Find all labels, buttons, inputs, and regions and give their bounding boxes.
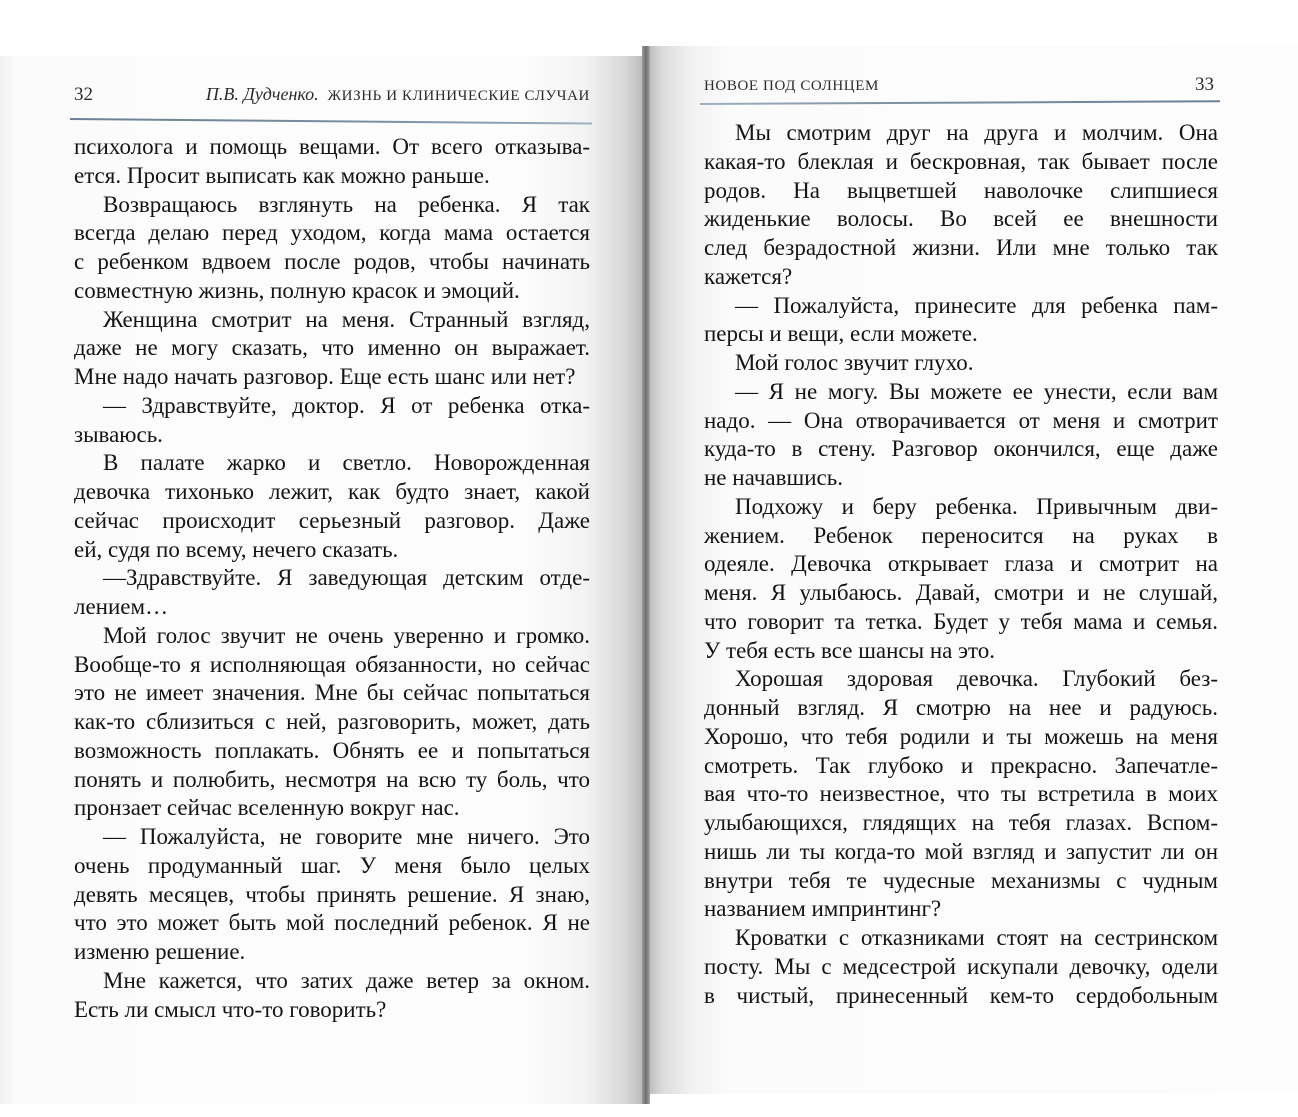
running-title — [206, 84, 590, 105]
paragraph — [74, 392, 590, 450]
right-running-header — [704, 74, 1214, 100]
paragraph — [74, 191, 590, 306]
text-line: вая что-то неизвестное, что ты встретила в моих — [704, 781, 1218, 807]
text-line: что говорит та тетка. Будет у тебя мама и семья. — [704, 608, 1218, 634]
paragraph — [704, 378, 1218, 493]
text-line: —Здравствуйте. Я заведующая детским отде- — [103, 565, 590, 591]
paragraph — [704, 493, 1218, 666]
text-line: даже не могу сказать, что именно он выражает. — [74, 335, 590, 361]
text-line: Хорошая здоровая девочка. Глубокий без- — [735, 666, 1218, 692]
text-line: в чистый, принесенный кем-то сердобольным — [704, 982, 1218, 1008]
text-line: Возвращаюсь взглянуть на ребенка. Я так — [103, 191, 590, 217]
text-line: — Пожалуйста, не говорите мне ничего. Это — [103, 824, 590, 849]
text-line: — Здравствуйте, доктор. Я от ребенка отка- — [103, 392, 590, 418]
text-line: ей, судя по всему, нечего сказать. — [74, 536, 399, 562]
text-line: Мне надо начать разговор. Еще есть шанс или нет? — [74, 364, 576, 389]
paragraph — [74, 823, 590, 967]
text-line: Мне кажется, что затих даже ветер за окном. — [103, 967, 590, 993]
text-line: родов. На выцветшей наволочке слипшиеся — [704, 177, 1218, 203]
text-line: смотреть. Так глубоко и прекрасно. Запечатле- — [704, 752, 1218, 778]
text-line: надо. — Она отворачивается от меня и смотрит — [704, 407, 1218, 433]
paragraph — [74, 133, 590, 191]
text-line: ется. Просит выписать как можно раньше. — [74, 162, 490, 188]
text-line: девять месяцев, чтобы принять решение. Я знаю, — [74, 881, 590, 907]
header-chapter-title: НОВОЕ ПОД СОЛНЦЕМ — [704, 78, 879, 94]
text-line: очень продуманный шаг. У меня было целых — [74, 852, 590, 878]
paragraph — [74, 967, 590, 1025]
text-line: Вообще-то я исполняющая обязанности, но сейчас — [74, 651, 590, 677]
text-line: меня. Я улыбаюсь. Давай, смотри и не слушай, — [704, 580, 1218, 605]
text-line: след безрадостной жизни. Или мне только так — [704, 235, 1218, 260]
text-line: как-то сблизиться с ней, разговорить, может, дать — [74, 709, 590, 734]
text-line: названием импринтинг? — [704, 896, 942, 922]
paragraph — [704, 119, 1218, 292]
paragraph — [704, 292, 1218, 350]
text-line: Хорошо, что тебя родили и ты можешь на меня — [704, 723, 1218, 749]
text-line: — Пожалуйста, принесите для ребенка пам- — [735, 292, 1218, 318]
text-line: Мой голос звучит глухо. — [735, 350, 974, 375]
text-line: улыбающихся, глядящих на тебя глазах. Вспом- — [704, 810, 1218, 835]
text-line: — Я не могу. Вы можете ее унести, если вам — [735, 378, 1218, 404]
left-page-text — [74, 133, 590, 1024]
page-number: 33 — [1195, 74, 1214, 95]
text-line: Подхожу и беру ребенка. Привычным дви- — [735, 493, 1218, 519]
paragraph — [74, 564, 590, 622]
paragraph — [704, 665, 1218, 924]
text-line: В палате жарко и светло. Новорожденная — [103, 450, 590, 476]
text-line: жением. Ребенок переносится на руках в — [704, 522, 1218, 548]
text-line: что это может быть мой последний ребенок. Я не — [74, 910, 590, 936]
left-running-header — [74, 84, 590, 110]
header-author: П.В. Дудченко. — [205, 84, 319, 104]
paragraph — [74, 306, 590, 392]
text-line: Мы смотрим друг на друга и молчим. Она — [735, 120, 1218, 145]
text-line: сейчас происходит серьезный разговор. Даже — [74, 507, 590, 533]
text-line: какая-то блеклая и бескровная, так бывает после — [704, 148, 1218, 174]
text-line: Мой голос звучит не очень уверенно и громко. — [103, 622, 590, 648]
text-line: девочка тихонько лежит, как будто знает, какой — [74, 479, 590, 504]
text-line: понять и полюбить, несмотря на всю ту боль, что — [74, 766, 590, 792]
text-line: всегда делаю перед уходом, когда мама остается — [74, 220, 590, 246]
text-line: персы и вещи, если можете. — [704, 321, 978, 347]
text-line: зываюсь. — [74, 421, 163, 447]
text-line: донный взгляд. Я смотрю на нее и радуюсь. — [704, 695, 1218, 720]
text-line: кажется? — [704, 263, 793, 289]
text-line: нишь ли ты когда-то мой взгляд и запустит ли он — [704, 838, 1218, 864]
text-line: не начавшись. — [704, 465, 843, 490]
text-line: куда-то в стену. Разговор окончился, еще даже — [704, 436, 1218, 462]
text-line: У тебя есть все шансы на это. — [704, 637, 995, 663]
text-line: Женщина смотрит на меня. Странный взгляд, — [103, 306, 590, 332]
page-number: 32 — [74, 84, 93, 105]
text-line: возможность поплакать. Обнять ее и попытаться — [74, 737, 590, 763]
paragraph — [704, 924, 1218, 1010]
right-page-text — [704, 119, 1218, 1010]
text-line: изменю решение. — [74, 939, 246, 964]
paragraph — [704, 349, 1218, 378]
text-line: посту. Мы с медсестрой искупали девочку, одели — [704, 953, 1218, 979]
text-line: внутри тебя те чудесные механизмы с чудным — [704, 867, 1218, 893]
text-line: жиденькие волосы. Во всей ее внешности — [704, 206, 1218, 232]
paragraph — [74, 622, 590, 823]
paragraph — [74, 449, 590, 564]
text-line: с ребенком вдвоем после родов, чтобы начинать — [74, 249, 590, 274]
header-book-title: ЖИЗНЬ И КЛИНИЧЕСКИЕ СЛУЧАИ — [327, 88, 590, 104]
text-line: лением… — [74, 594, 169, 619]
text-line: психолога и помощь вещами. От всего отказыва- — [74, 134, 590, 159]
text-line: одеяле. Девочка открывает глаза и смотрит на — [704, 551, 1218, 577]
text-line: Кроватки с отказниками стоят на сестринском — [735, 925, 1218, 950]
book-spine-gutter — [642, 46, 650, 1104]
text-line: совместную жизнь, полную красок и эмоций. — [74, 277, 520, 303]
text-line: пронзает сейчас вселенную вокруг нас. — [74, 795, 460, 821]
text-line: это не имеет значения. Мне бы сейчас попытаться — [74, 680, 590, 706]
text-line: Есть ли смысл что-то говорить? — [74, 996, 387, 1022]
